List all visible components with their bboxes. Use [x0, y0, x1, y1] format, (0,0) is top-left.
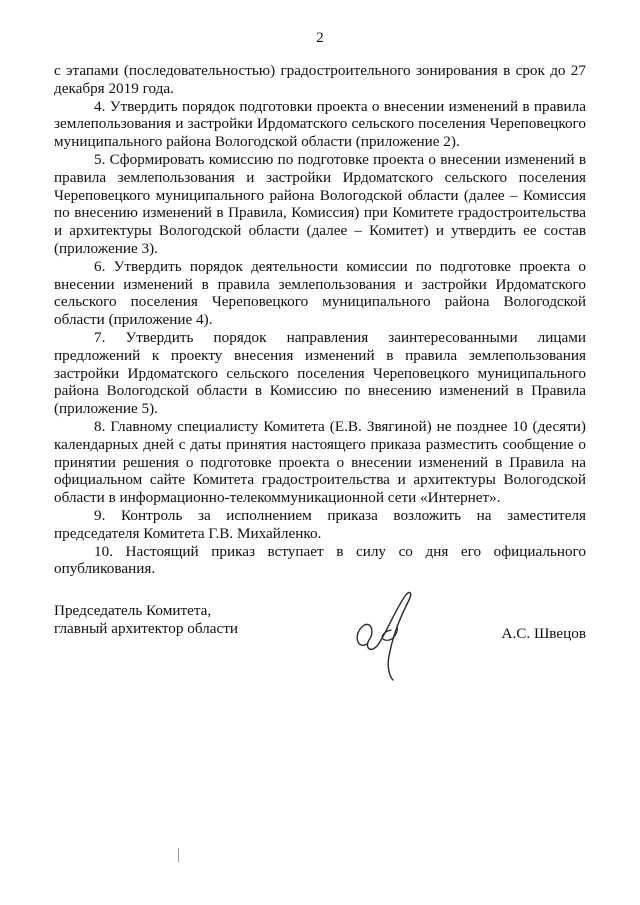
signer-title [54, 602, 314, 638]
document-body [54, 62, 586, 578]
paragraph-continuation: с этапами (последовательностью) градостроительного зонирования в срок до 27 декабря 2019 года. [54, 62, 586, 97]
paragraph-item-7: 7. Утвердить порядок направления заинтересованными лицами предложений к проекту внесения изменений в правила землепользования застройки Ирдоматского сельского поселения Череповецкого муниципального района Вологодской области в Комиссию по внесению изменений в Правила (приложение 5). [54, 328, 586, 418]
paragraph-item-10: 10. Настоящий приказ вступает в силу со дня его официального опубликования. [54, 542, 586, 578]
signer-title-line-2: главный архитектор области [54, 619, 239, 637]
paragraph-item-4: 4. Утвердить порядок подготовки проекта о внесении изменений в правила землепользования и застройки Ирдоматского сельского поселения Череповецкого муниципального района Вологодской области (приложение 2). [54, 97, 586, 151]
signature-block [54, 594, 586, 684]
signer-title-line-1: Председатель Комитета, [54, 602, 212, 619]
paragraph-item-8: 8. Главному специалисту Комитета (Е.В. Звягиной) не позднее 10 (десяти) календарных дней с даты принятия настоящего приказа разместить сообщение о принятии решения о подготовке проекта о внесении изменений в Правила на официальном сайте Комитета градостроительства и архитектуры Вологодской области в информационно-телекоммуникационной сети «Интернет». [54, 417, 586, 507]
signer-name: А.С. Швецов [501, 625, 586, 642]
page-number: 2 [316, 30, 324, 46]
handwritten-signature [309, 584, 429, 684]
paragraph-item-6: 6. Утвердить порядок деятельности комиссии по подготовке проекта о внесении изменений в правила землепользования и застройки Ирдоматского сельского поселения Череповецкого муниципального района Вологодской области (приложение 4). [54, 257, 586, 329]
paragraph-item-5: 5. Сформировать комиссию по подготовке проекта о внесении изменений в правила землепользования и застройки Ирдоматского сельского поселения Череповецкого муниципального района Вологодской области (далее – Комиссия по внесению изменений в Правила, Комиссия) при Комитете градостроительства и архитектуры Вологодской области (далее – Комитет) и утвердить ее состав (приложение 3). [54, 150, 586, 257]
scan-margin-mark [178, 848, 179, 862]
paragraph-item-9: 9. Контроль за исполнением приказа возложить на заместителя председателя Комитета Г.В. Михайленко. [54, 506, 586, 542]
